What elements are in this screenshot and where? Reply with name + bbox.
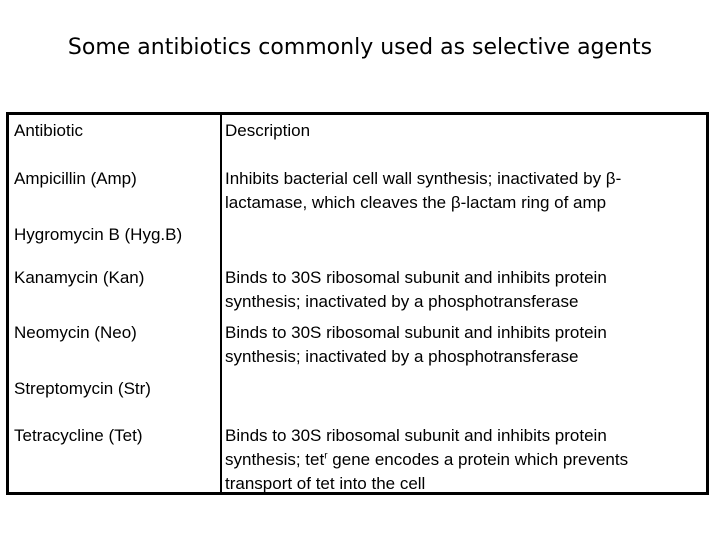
description-tetracycline-line2-pre: synthesis; tet [225,450,325,469]
description-tetracycline-line1: Binds to 30S ribosomal subunit and inhibits protein [225,426,607,445]
antibiotic-kanamycin: Kanamycin (Kan) [14,268,145,287]
description-kanamycin-line2: synthesis; inactivated by a phosphotransferase [225,292,579,311]
resistance-superscript: r [324,450,328,462]
header-description: Description [225,121,311,140]
antibiotics-table [6,112,709,495]
description-tetracycline-line3: transport of tet into the cell [225,474,426,493]
antibiotic-ampicillin: Ampicillin (Amp) [14,169,137,188]
antibiotic-hygromycin: Hygromycin B (Hyg.B) [14,225,183,244]
description-neomycin-line1: Binds to 30S ribosomal subunit and inhibits protein [225,323,607,342]
description-ampicillin-line2: lactamase, which cleaves the β-lactam ring of amp [225,193,607,212]
column-divider [220,115,222,492]
description-kanamycin-line1: Binds to 30S ribosomal subunit and inhibits protein [225,268,607,287]
description-tetracycline-line2-post: gene encodes a protein which prevents [327,450,629,469]
description-neomycin-line2: synthesis; inactivated by a phosphotransferase [225,347,579,366]
page-title: Some antibiotics commonly used as selective agents [67,35,653,60]
header-antibiotic: Antibiotic [14,121,83,140]
description-ampicillin-line1: Inhibits bacterial cell wall synthesis; inactivated by β- [225,169,622,188]
description-tetracycline-line2 [225,448,628,472]
antibiotic-tetracycline: Tetracycline (Tet) [14,426,143,445]
antibiotic-streptomycin: Streptomycin (Str) [14,379,151,398]
antibiotic-neomycin: Neomycin (Neo) [14,323,137,342]
